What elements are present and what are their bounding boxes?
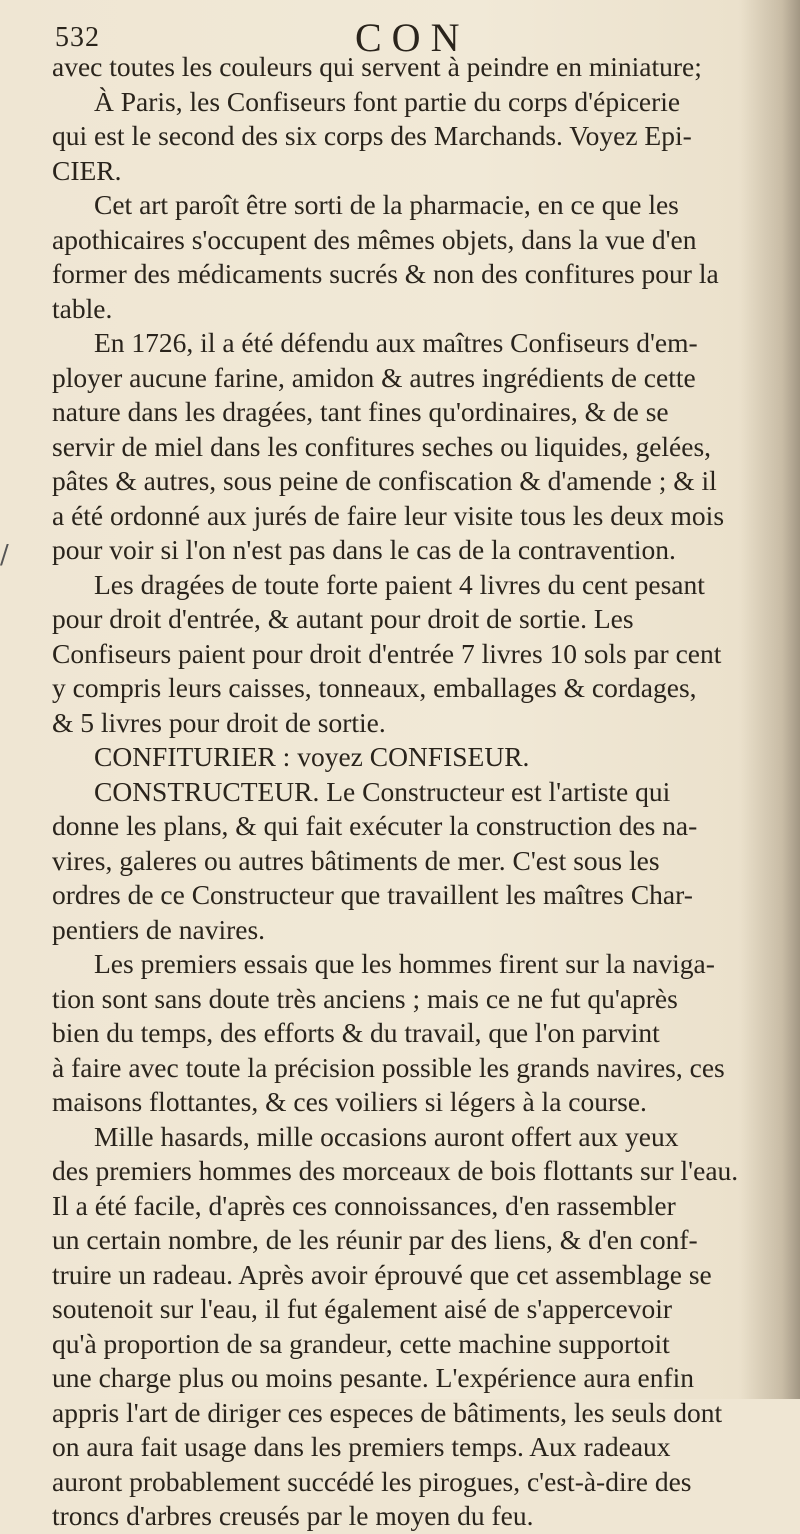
text-line: a été ordonné aux jurés de faire leur visite tous les deux mois — [52, 499, 725, 531]
text-line: y compris leurs caisses, tonneaux, emballages & cordages, — [52, 672, 697, 703]
text-line: Les premiers essais que les hommes firent sur la naviga- — [94, 948, 715, 979]
body-text — [52, 50, 772, 1534]
text-line: tion sont sans doute très anciens ; mais ce ne fut qu'après — [52, 982, 678, 1014]
text-line: des premiers hommes des morceaux de bois flottants sur l'eau. — [52, 1155, 739, 1186]
text-line: auront probablement succédé les pirogues, c'est-à-dire des — [52, 1465, 692, 1497]
text-line: vires, galeres ou autres bâtiments de mer. C'est sous les — [52, 844, 660, 876]
text-line: CONSTRUCTEUR. Le Constructeur est l'artiste qui — [94, 775, 671, 807]
text-line: truire un radeau. Après avoir éprouvé que cet assemblage se — [52, 1258, 712, 1290]
running-head: CON — [355, 15, 470, 60]
text-line: une charge plus ou moins pesante. L'expérience aura enfin — [52, 1362, 695, 1393]
text-line: bien du temps, des efforts & du travail, que l'on parvint — [52, 1017, 660, 1048]
text-line: former des médicaments sucrés & non des confitures pour la — [52, 258, 719, 289]
text-line: apothicaires s'occupent des mêmes objets, dans la vue d'en — [52, 223, 697, 255]
text-line: pentiers de navires. — [52, 913, 266, 945]
text-line: maisons flottantes, & ces voiliers si légers à la course. — [52, 1086, 647, 1117]
text-line: avec toutes les couleurs qui servent à peindre en miniature; — [52, 51, 702, 82]
text-line: on aura fait usage dans les premiers temps. Aux radeaux — [52, 1431, 671, 1462]
text-line: appris l'art de diriger ces especes de bâtiments, les seuls dont — [52, 1396, 723, 1428]
text-line: qui est le second des six corps des Marchands. Voyez Epi- — [52, 120, 692, 151]
text-line: Il a été facile, d'après ces connoissances, d'en rassembler — [52, 1189, 676, 1221]
page-header — [55, 14, 755, 60]
text-line: donne les plans, & qui fait exécuter la construction des na- — [52, 810, 698, 841]
margin-mark: / — [0, 540, 9, 570]
page-number: 532 — [55, 22, 100, 53]
text-line: Cet art paroît être sorti de la pharmacie, en ce que les — [94, 189, 679, 220]
text-line: à faire avec toute la précision possible les grands navires, ces — [52, 1051, 725, 1083]
text-line: CONFITURIER : voyez CONFISEUR. — [94, 741, 530, 772]
text-line: qu'à proportion de sa grandeur, cette machine supportoit — [52, 1327, 670, 1359]
text-line: CIER. — [52, 154, 122, 186]
text-line: pour voir si l'on n'est pas dans le cas de la contravention. — [52, 534, 676, 565]
text-line: table. — [52, 292, 113, 324]
text-line: ordres de ce Constructeur que travaillent les maîtres Char- — [52, 879, 693, 910]
text-line: troncs d'arbres creusés par le moyen du feu. — [52, 1500, 534, 1531]
text-line: En 1726, il a été défendu aux maîtres Confiseurs d'em- — [94, 327, 698, 358]
text-line: Les dragées de toute forte paient 4 livres du cent pesant — [94, 568, 705, 600]
text-line: À Paris, les Confiseurs font partie du corps d'épicerie — [94, 85, 681, 117]
text-line: pour droit d'entrée, & autant pour droit de sortie. Les — [52, 603, 634, 634]
text-line: & 5 livres pour droit de sortie. — [52, 706, 386, 738]
text-line: un certain nombre, de les réunir par des liens, & d'en conf- — [52, 1224, 698, 1255]
text-line: servir de miel dans les confitures seches ou liquides, gelées, — [52, 430, 712, 462]
text-line: Confiseurs paient pour droit d'entrée 7 livres 10 sols par cent — [52, 637, 722, 669]
text-line: nature dans les dragées, tant fines qu'ordinaires, & de se — [52, 396, 669, 427]
text-line: soutenoit sur l'eau, il fut également aisé de s'appercevoir — [52, 1293, 673, 1324]
text-line: ployer aucune farine, amidon & autres ingrédients de cette — [52, 361, 696, 393]
text-line: Mille hasards, mille occasions auront offert aux yeux — [94, 1120, 679, 1152]
text-line: pâtes & autres, sous peine de confiscation & d'amende ; & il — [52, 465, 717, 496]
